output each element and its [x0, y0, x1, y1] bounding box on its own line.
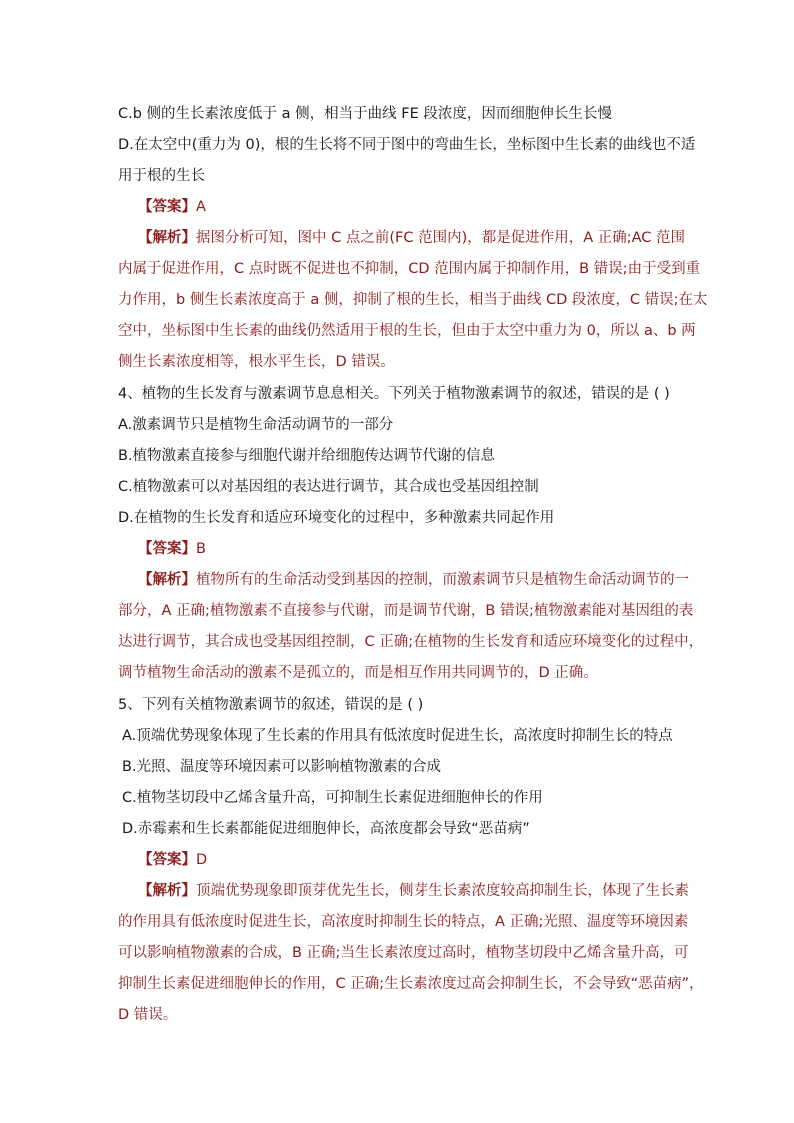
- answer-tag: 【答案】: [138, 199, 196, 215]
- q3-analysis-line5: 侧生长素浓度相等，根水平生长，D 错误。: [118, 354, 395, 370]
- q3-analysis-line4: 空中，坐标图中生长素的曲线仍然适用于根的生长，但由于太空中重力为 0，所以 a、b 两: [118, 323, 696, 339]
- q4-analysis-line1: [138, 570, 698, 590]
- q3-analysis-line1: [138, 228, 698, 248]
- analysis-tag: 【解析】: [138, 230, 196, 246]
- q3-answer: [138, 197, 698, 217]
- q5-analysis-line5: D 错误。: [118, 1007, 178, 1023]
- q4-answer: [138, 539, 698, 559]
- q3-option-d-line1: D.在太空中(重力为 0)，根的生长将不同于图中的弯曲生长，坐标图中生长素的曲线也不适: [118, 137, 696, 153]
- q4-analysis-line3: 达进行调节，其合成也受基因组控制，C 正确;在植物的生长发育和适应环境变化的过程中，: [118, 634, 704, 650]
- q4-option-c: C.植物激素可以对基因组的表达进行调节，其合成也受基因组控制: [118, 479, 539, 495]
- q4-option-a: A.激素调节只是植物生命活动调节的一部分: [118, 417, 394, 433]
- q4-option-b: B.植物激素直接参与细胞代谢并给细胞传达调节代谢的信息: [118, 448, 496, 464]
- q4-analysis-line2: 部分，A 正确;植物激素不直接参与代谢，而是调节代谢，B 错误;植物激素能对基因组的表: [118, 603, 694, 619]
- q5-analysis-line4: 抑制生长素促进细胞伸长的作用，C 正确;生长素浓度过高会抑制生长，不会导致“恶苗病”，: [118, 976, 704, 992]
- analysis-text: 据图分析可知，图中 C 点之前(FC 范围内)，都是促进作用，A 正确;AC 范围: [196, 230, 686, 246]
- q3-analysis-line2: 内属于促进作用，C 点时既不促进也不抑制，CD 范围内属于抑制作用，B 错误;由于受到重: [118, 261, 701, 277]
- q5-option-c: C.植物茎切段中乙烯含量升高，可抑制生长素促进细胞伸长的作用: [122, 790, 543, 806]
- answer-tag: 【答案】: [138, 852, 196, 868]
- answer-value: A: [196, 199, 206, 215]
- q4-analysis-line4: 调节植物生命活动的激素不是孤立的，而是相互作用共同调节的，D 正确。: [118, 665, 598, 681]
- q4-option-d: D.在植物的生长发育和适应环境变化的过程中，多种激素共同起作用: [118, 510, 555, 526]
- analysis-tag: 【解析】: [138, 883, 196, 899]
- answer-tag: 【答案】: [138, 541, 196, 557]
- q5-option-d: D.赤霉素和生长素都能促进细胞伸长，高浓度都会导致“恶苗病”: [122, 821, 530, 837]
- q5-analysis-line3: 可以影响植物激素的合成，B 正确;当生长素浓度过高时，植物茎切段中乙烯含量升高，可: [118, 945, 689, 961]
- q3-option-c: C.b 侧的生长素浓度低于 a 侧，相当于曲线 FE 段浓度，因而细胞伸长生长慢: [118, 106, 612, 122]
- q5-option-a: A.顶端优势现象体现了生长素的作用具有低浓度时促进生长，高浓度时抑制生长的特点: [122, 728, 673, 744]
- q5-answer: [138, 850, 698, 870]
- q5-option-b: B.光照、温度等环境因素可以影响植物激素的合成: [122, 759, 442, 775]
- q4-stem: 4、植物的生长发育与激素调节息息相关。下列关于植物激素调节的叙述，错误的是 ( ): [118, 386, 670, 402]
- answer-value: D: [196, 852, 208, 868]
- q5-analysis-line2: 的作用具有低浓度时促进生长，高浓度时抑制生长的特点，A 正确;光照、温度等环境因素: [118, 914, 689, 930]
- analysis-text: 植物所有的生命活动受到基因的控制，而激素调节只是植物生命活动调节的一: [196, 572, 689, 588]
- analysis-text: 顶端优势现象即顶芽优先生长，侧芽生长素浓度较高抑制生长，体现了生长素: [196, 883, 689, 899]
- q5-analysis-line1: [138, 881, 698, 901]
- answer-value: B: [196, 541, 206, 557]
- q3-option-d-line2: 用于根的生长: [118, 168, 205, 184]
- q3-analysis-line3: 力作用，b 侧生长素浓度高于 a 侧，抑制了根的生长，相当于曲线 CD 段浓度，C 错误;在太: [118, 292, 708, 308]
- analysis-tag: 【解析】: [138, 572, 196, 588]
- q5-stem: 5、下列有关植物激素调节的叙述，错误的是 ( ): [118, 697, 424, 713]
